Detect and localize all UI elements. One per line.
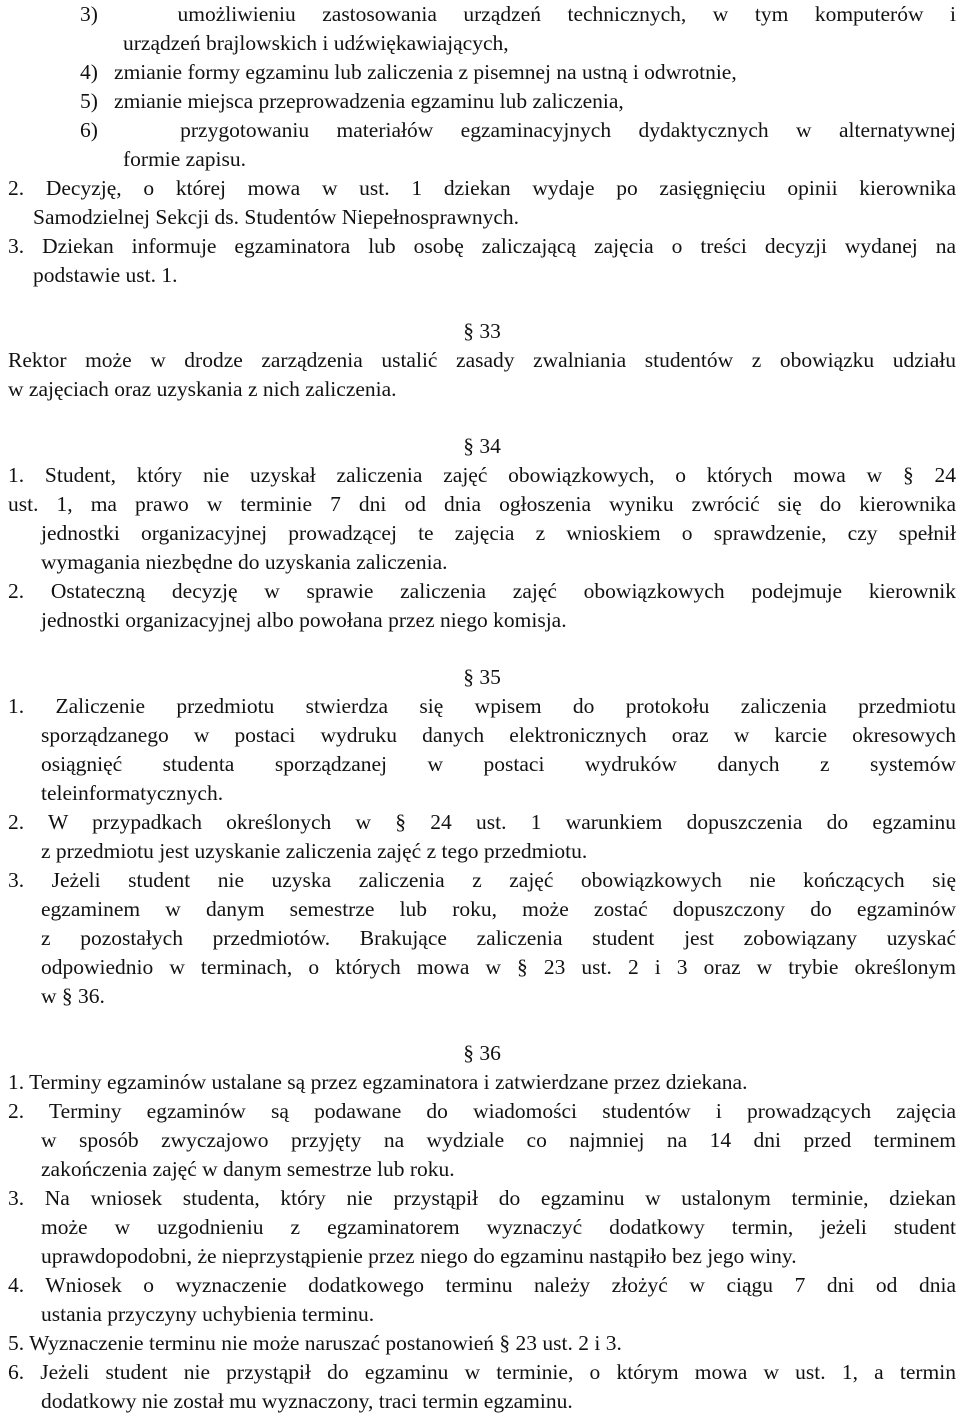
s35-p1-line-2: sporządzanego w postaci wydruku danych elektronicznych oraz w karcie okresowych xyxy=(41,723,956,747)
s36-p6-line-2: dodatkowy nie został mu wyznaczony, traci termin egzaminu. xyxy=(41,1389,573,1413)
s36-p2-line-1: 2. Terminy egzaminów są podawane do wiadomości studentów i prowadzących zajęcia xyxy=(8,1099,956,1123)
s35-p3-line-1: 3. Jeżeli student nie uzyska zaliczenia z zajęć obowiązkowych nie kończących się xyxy=(8,868,956,892)
s36-p4-line-1: 4. Wniosek o wyznaczenie dodatkowego terminu należy złożyć w ciągu 7 dni od dnia xyxy=(8,1273,956,1297)
list-item-3-line-1: 3) umożliwieniu zastosowania urządzeń technicznych, w tym komputerów i xyxy=(80,2,956,26)
section-heading-36: § 36 xyxy=(463,1041,501,1065)
list-item-3-line-2: urządzeń brajlowskich i udźwiękawiających, xyxy=(123,31,509,55)
s35-p1-line-1: 1. Zaliczenie przedmiotu stwierdza się wpisem do protokołu zaliczenia przedmiotu xyxy=(8,694,956,718)
section-heading-34: § 34 xyxy=(463,434,501,458)
list-item-5: 5) zmianie miejsca przeprowadzenia egzaminu lub zaliczenia, xyxy=(80,89,624,113)
s34-p1-line-1: 1. Student, który nie uzyskał zaliczenia zajęć obowiązkowych, o których mowa w § 24 xyxy=(8,463,956,487)
s36-p3-line-2: może w uzgodnieniu z egzaminatorem wyznaczyć dodatkowy termin, jeżeli student xyxy=(41,1215,956,1239)
s34-p1-line-2: ust. 1, ma prawo w terminie 7 dni od dnia ogłoszenia wyniku zwrócić się do kierownika xyxy=(8,492,956,516)
s33-line-1: Rektor może w drodze zarządzenia ustalić zasady zwalniania studentów z obowiązku udziału xyxy=(8,348,956,372)
s35-p3-line-2: egzaminem w danym semestrze lub roku, może zostać dopuszczony do egzaminów xyxy=(41,897,956,921)
s36-p2-line-3: zakończenia zajęć w danym semestrze lub roku. xyxy=(41,1157,455,1181)
list-item-6-line-1: 6) przygotowaniu materiałów egzaminacyjnych dydaktycznych w alternatywnej xyxy=(80,118,956,142)
section-heading-33: § 33 xyxy=(463,319,501,343)
point-2-line-1: 2. Decyzję, o której mowa w ust. 1 dziekan wydaje po zasięgnięciu opinii kierownika xyxy=(8,176,956,200)
s34-p2-line-1: 2. Ostateczną decyzję w sprawie zaliczenia zajęć obowiązkowych podejmuje kierownik xyxy=(8,579,956,603)
s34-p2-line-2: jednostki organizacyjnej albo powołana przez niego komisja. xyxy=(41,608,567,632)
s36-p3-line-1: 3. Na wniosek studenta, który nie przystąpił do egzaminu w ustalonym terminie, dziekan xyxy=(8,1186,956,1210)
s34-p1-line-4: wymagania niezbędne do uzyskania zaliczenia. xyxy=(41,550,448,574)
point-3-line-2: podstawie ust. 1. xyxy=(33,263,178,287)
s36-p1-line-1: 1. Terminy egzaminów ustalane są przez egzaminatora i zatwierdzane przez dziekana. xyxy=(8,1070,748,1094)
list-item-6-line-2: formie zapisu. xyxy=(123,147,246,171)
point-2-line-2: Samodzielnej Sekcji ds. Studentów Niepełnosprawnych. xyxy=(33,205,520,229)
s34-p1-line-3: jednostki organizacyjnej prowadzącej te zajęcia z wnioskiem o sprawdzenie, czy spełnił xyxy=(41,521,956,545)
s35-p1-line-4: teleinformatycznych. xyxy=(41,781,224,805)
list-item-4: 4) zmianie formy egzaminu lub zaliczenia z pisemnej na ustną i odwrotnie, xyxy=(80,60,737,84)
s35-p2-line-1: 2. W przypadkach określonych w § 24 ust. 1 warunkiem dopuszczenia do egzaminu xyxy=(8,810,956,834)
s36-p4-line-2: ustania przyczyny uchybienia terminu. xyxy=(41,1302,375,1326)
s36-p5-line-1: 5. Wyznaczenie terminu nie może naruszać postanowień § 23 ust. 2 i 3. xyxy=(8,1331,622,1355)
s35-p3-line-4: odpowiednio w terminach, o których mowa w § 23 ust. 2 i 3 oraz w trybie określonym xyxy=(41,955,956,979)
s35-p2-line-2: z przedmiotu jest uzyskanie zaliczenia zajęć z tego przedmiotu. xyxy=(41,839,588,863)
s35-p1-line-3: osiągnięć studenta sporządzanej w postaci wydruków danych z systemów xyxy=(41,752,956,776)
s36-p2-line-2: w sposób zwyczajowo przyjęty na wydziale co najmniej na 14 dni przed terminem xyxy=(41,1128,956,1152)
s35-p3-line-5: w § 36. xyxy=(41,984,105,1008)
s35-p3-line-3: z pozostałych przedmiotów. Brakujące zaliczenia student jest zobowiązany uzyskać xyxy=(41,926,956,950)
section-heading-35: § 35 xyxy=(463,665,501,689)
point-3-line-1: 3. Dziekan informuje egzaminatora lub osobę zaliczającą zajęcia o treści decyzji wydanej na xyxy=(8,234,956,258)
s36-p6-line-1: 6. Jeżeli student nie przystąpił do egzaminu w terminie, o którym mowa w ust. 1, a termin xyxy=(8,1360,956,1384)
s36-p3-line-3: uprawdopodobni, że nieprzystąpienie przez niego do egzaminu nastąpiło bez jego winy. xyxy=(41,1244,797,1268)
s33-line-2: w zajęciach oraz uzyskania z nich zaliczenia. xyxy=(8,377,397,401)
